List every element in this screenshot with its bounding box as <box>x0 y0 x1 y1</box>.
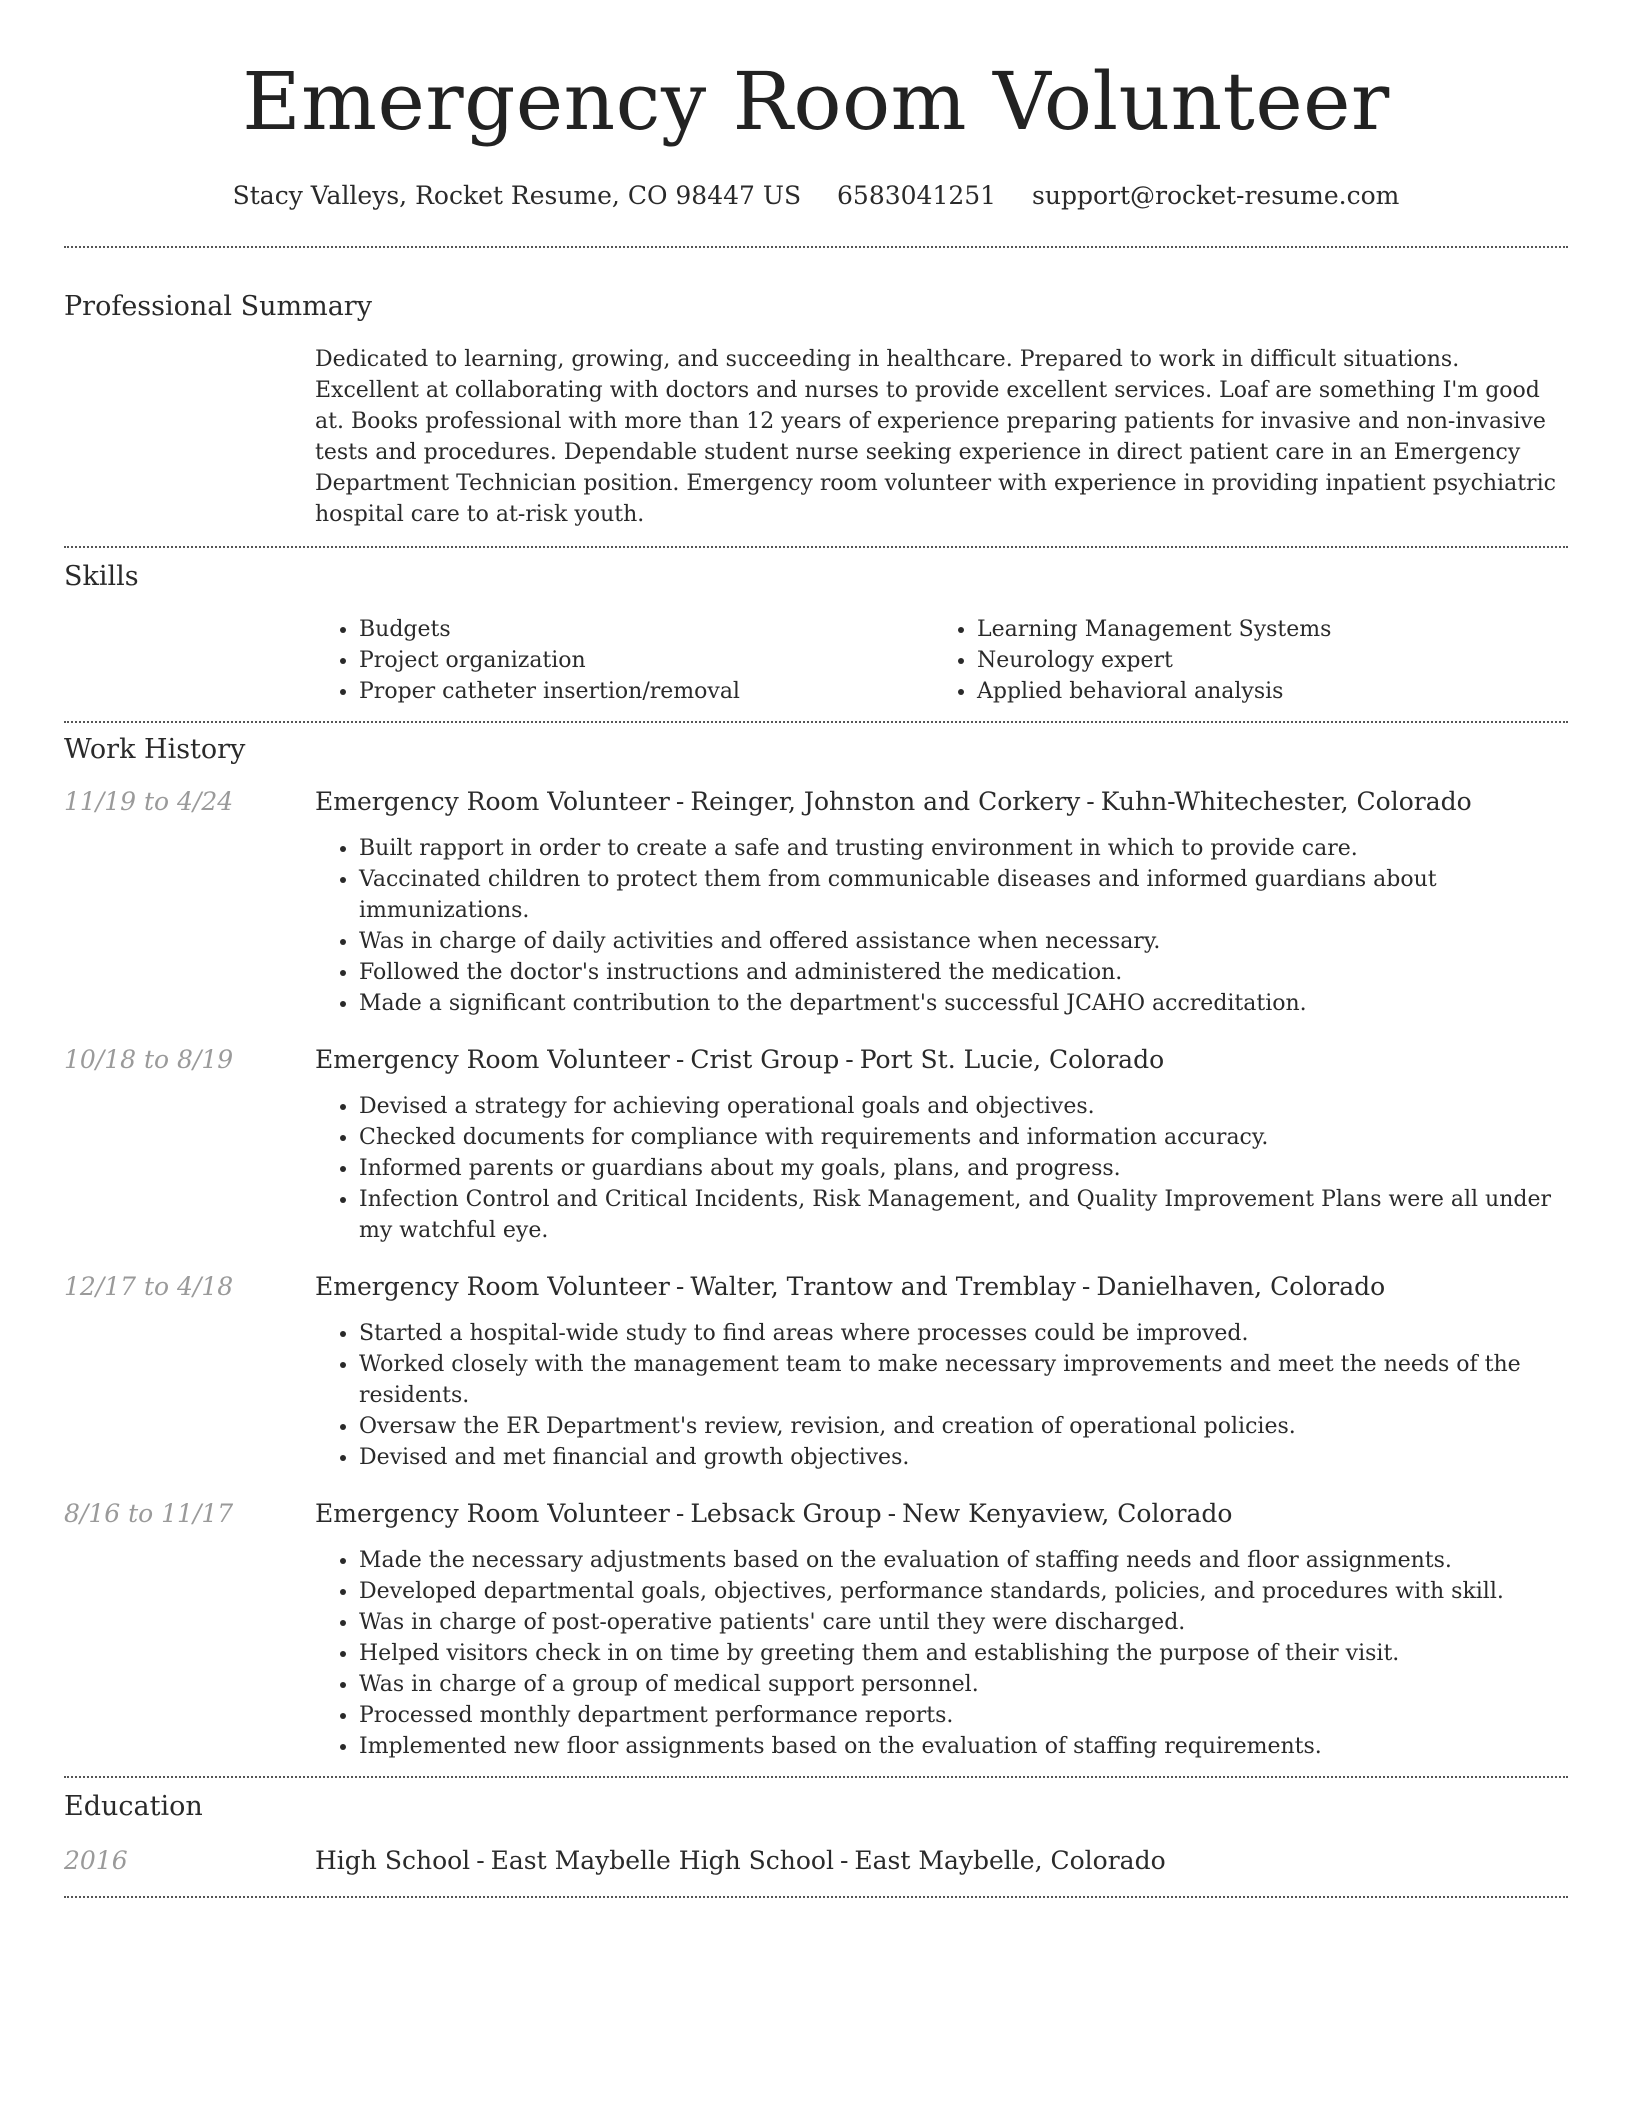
job-bullet: • Implemented new floor assignments based on the evaluation of staffing requirements. <box>359 1731 1568 1762</box>
education-heading <box>315 1844 1166 1878</box>
education-location: East Maybelle, Colorado <box>854 1846 1166 1875</box>
job-heading <box>315 1043 1568 1077</box>
contact-address: Stacy Valleys, Rocket Resume, CO 98447 US <box>232 181 802 210</box>
contact-email: support@rocket-resume.com <box>1032 181 1400 210</box>
job-role: Emergency Room Volunteer <box>315 787 670 816</box>
education-section <box>64 1790 1568 1878</box>
job-bullet: • Oversaw the ER Department's review, revision, and creation of operational policies. <box>359 1411 1568 1442</box>
job-bullet: • Developed departmental goals, objectives, performance standards, policies, and procedures with skill. <box>359 1576 1568 1607</box>
heading-separator: - <box>839 1846 849 1875</box>
heading-separator: - <box>675 1272 685 1301</box>
job-company: Lebsack Group <box>690 1499 882 1528</box>
job-bullets <box>315 1545 1568 1762</box>
skill-item: • Applied behavioral analysis <box>977 676 1547 707</box>
summary-section <box>64 290 1568 530</box>
divider <box>64 721 1568 723</box>
candidate-name: Emergency Room Volunteer <box>242 55 1390 148</box>
job-bullet: • Followed the doctor's instructions and administered the medication. <box>359 957 1568 988</box>
education-school: East Maybelle High School <box>490 1846 834 1875</box>
job-entry <box>64 1043 1568 1246</box>
skill-item: • Neurology expert <box>977 645 1547 676</box>
skills-column-left <box>315 614 929 707</box>
resume-page <box>64 0 1568 1898</box>
job-heading <box>315 785 1568 819</box>
divider <box>64 1776 1568 1778</box>
work-history-section <box>64 733 1568 1762</box>
skill-item: • Project organization <box>359 645 929 676</box>
job-bullet: • Devised a strategy for achieving operational goals and objectives. <box>359 1091 1568 1122</box>
job-bullets <box>315 1091 1568 1246</box>
job-location: Port St. Lucie, Colorado <box>859 1045 1165 1074</box>
job-bullet: • Was in charge of a group of medical support personnel. <box>359 1669 1568 1700</box>
job-company: Crist Group <box>690 1045 840 1074</box>
heading-separator: - <box>1086 787 1095 816</box>
job-entry <box>64 1270 1568 1473</box>
section-title-education: Education <box>64 1791 203 1822</box>
job-bullet: • Started a hospital-wide study to find areas where processes could be improved. <box>359 1318 1568 1349</box>
job-body <box>315 1043 1568 1246</box>
job-bullet: • Checked documents for compliance with requirements and information accuracy. <box>359 1122 1568 1153</box>
heading-separator: - <box>1081 1272 1091 1301</box>
job-dates: 12/17 to 4/18 <box>64 1272 234 1301</box>
job-heading <box>315 1497 1568 1531</box>
job-bullet: • Was in charge of post-operative patients' care until they were discharged. <box>359 1607 1568 1638</box>
job-entry <box>64 785 1568 1019</box>
job-company: Reinger, Johnston and Corkery <box>690 787 1081 816</box>
skill-item: • Budgets <box>359 614 929 645</box>
job-bullet: • Processed monthly department performance reports. <box>359 1700 1568 1731</box>
heading-separator: - <box>887 1499 897 1528</box>
job-body <box>315 1270 1568 1473</box>
job-dates: 11/19 to 4/24 <box>64 787 234 816</box>
heading-separator: - <box>476 1846 485 1875</box>
education-entry <box>64 1844 1568 1878</box>
skills-grid <box>315 614 1568 707</box>
job-dates: 10/18 to 8/19 <box>64 1045 234 1074</box>
job-bullets <box>315 1318 1568 1473</box>
education-year: 2016 <box>64 1846 128 1875</box>
job-role: Emergency Room Volunteer <box>315 1045 670 1074</box>
job-bullet: • Made a significant contribution to the department's successful JCAHO accreditation. <box>359 988 1568 1019</box>
job-location: New Kenyaview, Colorado <box>902 1499 1233 1528</box>
summary-text: Dedicated to learning, growing, and succeeding in healthcare. Prepared to work in difficult situations. Excellent at collaborating with doctors and nurses to provide excellent services. Loaf are something I'm good at. Books professional with more than 12 years of experience preparing patients for invasive and non-invasive tests and procedures. Dependable student nurse seeking experience in direct patient care in an Emergency Department Technician position. Emergency room volunteer with experience in providing inpatient psychiatric hospital care to at-risk youth. <box>315 347 1556 527</box>
job-bullet: • Was in charge of daily activities and offered assistance when necessary. <box>359 926 1568 957</box>
section-title-summary: Professional Summary <box>64 291 372 322</box>
job-bullet: • Made the necessary adjustments based on the evaluation of staffing needs and floor assignments. <box>359 1545 1568 1576</box>
job-role: Emergency Room Volunteer <box>315 1499 670 1528</box>
job-body <box>315 785 1568 1019</box>
education-degree: High School <box>315 1846 471 1875</box>
heading-separator: - <box>675 1499 685 1528</box>
job-bullet: • Informed parents or guardians about my goals, plans, and progress. <box>359 1153 1568 1184</box>
divider <box>64 1896 1568 1898</box>
job-bullet: • Devised and met financial and growth objectives. <box>359 1442 1568 1473</box>
heading-separator: - <box>675 787 685 816</box>
job-bullet: • Infection Control and Critical Incidents, Risk Management, and Quality Improvement Plans were all under my watchful eye. <box>359 1184 1568 1246</box>
heading-separator: - <box>845 1045 854 1074</box>
skill-item: • Proper catheter insertion/removal <box>359 676 929 707</box>
job-entry <box>64 1497 1568 1762</box>
heading-separator: - <box>675 1045 685 1074</box>
job-bullet: • Vaccinated children to protect them from communicable diseases and informed guardians about immunizations. <box>359 864 1568 926</box>
job-bullet: • Built rapport in order to create a safe and trusting environment in which to provide care. <box>359 833 1568 864</box>
job-role: Emergency Room Volunteer <box>315 1272 670 1301</box>
job-bullet: • Helped visitors check in on time by greeting them and establishing the purpose of their visit. <box>359 1638 1568 1669</box>
skill-item: • Learning Management Systems <box>977 614 1547 645</box>
job-bullets <box>315 833 1568 1019</box>
job-dates: 8/16 to 11/17 <box>64 1499 234 1528</box>
section-title-work-history: Work History <box>64 734 246 765</box>
job-location: Danielhaven, Colorado <box>1096 1272 1386 1301</box>
job-company: Walter, Trantow and Tremblay <box>690 1272 1076 1301</box>
contact-phone: 6583041251 <box>837 181 997 210</box>
job-heading <box>315 1270 1568 1304</box>
skills-section <box>64 560 1568 707</box>
job-body <box>315 1497 1568 1762</box>
job-bullet: • Worked closely with the management team to make necessary improvements and meet the needs of the residents. <box>359 1349 1568 1411</box>
skills-column-right <box>929 614 1547 707</box>
divider <box>64 246 1568 248</box>
job-location: Kuhn-Whitechester, Colorado <box>1100 787 1472 816</box>
section-title-skills: Skills <box>64 561 139 592</box>
contact-line <box>64 180 1568 212</box>
divider <box>64 546 1568 548</box>
